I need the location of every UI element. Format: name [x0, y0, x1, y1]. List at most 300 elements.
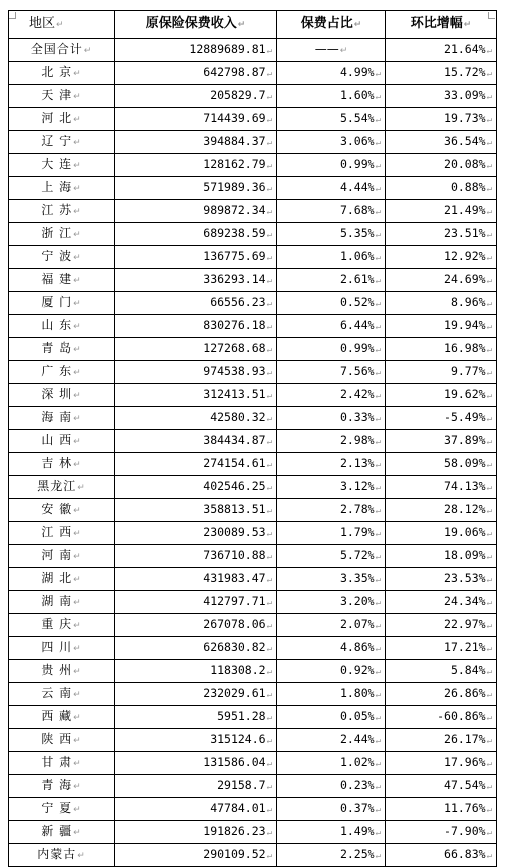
- cell-growth-text: 8.96%: [450, 295, 486, 309]
- cell-region-text: 山 东: [41, 318, 73, 332]
- cell-region: [9, 545, 115, 568]
- cell-end-mark: ↵: [77, 851, 86, 861]
- cell-growth-text: 23.51%: [444, 226, 486, 240]
- cell-end-mark: ↵: [486, 184, 492, 194]
- cell-end-mark: ↵: [486, 667, 492, 677]
- document-table-frame: [8, 10, 496, 867]
- cell-growth: [386, 522, 497, 545]
- cell-region-text: 北 京: [41, 65, 73, 79]
- cell-growth: [386, 39, 497, 62]
- cell-income-text: 394884.37: [203, 134, 266, 148]
- cell-end-mark: ↵: [375, 621, 381, 631]
- cell-region-text: 内蒙古: [37, 847, 77, 861]
- cell-end-mark: ↵: [266, 414, 272, 424]
- cell-income-text: 736710.88: [203, 548, 266, 562]
- cell-income: [115, 154, 277, 177]
- cell-share: [277, 499, 386, 522]
- cell-income: [115, 844, 277, 867]
- cell-end-mark: ↵: [73, 552, 82, 562]
- cell-region-text: 江 西: [41, 525, 73, 539]
- cell-end-mark: ↵: [486, 713, 492, 723]
- cell-income: [115, 821, 277, 844]
- cell-end-mark: ↵: [375, 322, 381, 332]
- cell-growth-text: 21.64%: [444, 42, 486, 56]
- cell-end-mark: ↵: [486, 138, 492, 148]
- cell-share: [277, 361, 386, 384]
- cell-region: [9, 453, 115, 476]
- table-row: [9, 752, 497, 775]
- cell-end-mark: ↵: [266, 299, 272, 309]
- cell-share: [277, 752, 386, 775]
- cell-end-mark: ↵: [486, 46, 492, 56]
- cell-end-mark: ↵: [73, 759, 82, 769]
- table-row: [9, 660, 497, 683]
- table-row: [9, 568, 497, 591]
- cell-end-mark: ↵: [375, 805, 381, 815]
- cell-growth: [386, 223, 497, 246]
- cell-growth: [386, 200, 497, 223]
- cell-income-text: 191826.23: [203, 824, 266, 838]
- cell-income-text: 47784.01: [210, 801, 266, 815]
- cell-share: [277, 591, 386, 614]
- cell-growth: [386, 85, 497, 108]
- cell-end-mark: ↵: [375, 644, 381, 654]
- cell-share: [277, 269, 386, 292]
- table-row: [9, 476, 497, 499]
- cell-end-mark: ↵: [266, 253, 272, 263]
- cell-income: [115, 614, 277, 637]
- cell-end-mark: ↵: [375, 207, 381, 217]
- cell-growth-text: 66.83%: [444, 847, 486, 861]
- cell-income: [115, 131, 277, 154]
- cell-end-mark: ↵: [266, 69, 272, 79]
- cell-end-mark: ↵: [375, 437, 381, 447]
- cell-growth: [386, 637, 497, 660]
- cell-end-mark: ↵: [486, 851, 492, 861]
- cell-region-text: 山 西: [41, 433, 73, 447]
- cell-income-text: 127268.68: [203, 341, 266, 355]
- table-row: [9, 177, 497, 200]
- cell-region-text: 湖 北: [41, 571, 73, 585]
- table-corner-mark-left: [9, 12, 16, 19]
- cell-end-mark: ↵: [486, 253, 492, 263]
- cell-end-mark: ↵: [375, 828, 381, 838]
- cell-end-mark: ↵: [73, 805, 82, 815]
- cell-region: [9, 200, 115, 223]
- cell-region: [9, 430, 115, 453]
- cell-region: [9, 729, 115, 752]
- table-header-row: [9, 11, 497, 39]
- cell-income: [115, 246, 277, 269]
- cell-share-text: 2.44%: [339, 732, 375, 746]
- cell-region-text: 宁 夏: [41, 801, 73, 815]
- cell-end-mark: ↵: [73, 69, 82, 79]
- cell-income-text: 315124.6: [210, 732, 266, 746]
- cell-end-mark: ↵: [266, 391, 272, 401]
- cell-end-mark: ↵: [73, 230, 82, 240]
- table-row: [9, 315, 497, 338]
- cell-growth: [386, 614, 497, 637]
- cell-growth: [386, 131, 497, 154]
- cell-end-mark: ↵: [486, 161, 492, 171]
- cell-region: [9, 154, 115, 177]
- cell-income: [115, 591, 277, 614]
- cell-end-mark: ↵: [375, 299, 381, 309]
- cell-growth-text: 9.77%: [450, 364, 486, 378]
- cell-end-mark: ↵: [375, 529, 381, 539]
- cell-income: [115, 407, 277, 430]
- cell-end-mark: ↵: [266, 207, 272, 217]
- cell-end-mark: ↵: [73, 736, 82, 746]
- cell-region-text: 云 南: [41, 686, 73, 700]
- cell-income: [115, 499, 277, 522]
- cell-end-mark: ↵: [266, 575, 272, 585]
- cell-end-mark: ↵: [486, 598, 492, 608]
- cell-end-mark: ↵: [266, 92, 272, 102]
- cell-income: [115, 62, 277, 85]
- cell-income-text: 989872.34: [203, 203, 266, 217]
- cell-region-text: 青 岛: [41, 341, 73, 355]
- cell-growth: [386, 476, 497, 499]
- cell-end-mark: ↵: [375, 782, 381, 792]
- cell-end-mark: ↵: [266, 161, 272, 171]
- cell-end-mark: ↵: [375, 368, 381, 378]
- cell-income: [115, 315, 277, 338]
- cell-growth-text: 28.12%: [444, 502, 486, 516]
- cell-share-text: 2.61%: [339, 272, 375, 286]
- cell-income-text: 66556.23: [210, 295, 266, 309]
- cell-income-text: 42580.32: [210, 410, 266, 424]
- cell-share-text: 1.60%: [339, 88, 375, 102]
- cell-end-mark: ↵: [73, 575, 82, 585]
- cell-end-mark: ↵: [486, 414, 492, 424]
- cell-growth: [386, 108, 497, 131]
- cell-growth-text: 47.54%: [444, 778, 486, 792]
- cell-growth: [386, 292, 497, 315]
- cell-end-mark: ↵: [486, 299, 492, 309]
- cell-share-text: 4.99%: [339, 65, 375, 79]
- cell-region-text: 吉 林: [41, 456, 73, 470]
- cell-end-mark: ↵: [339, 46, 348, 56]
- cell-income: [115, 637, 277, 660]
- cell-region-text: 海 南: [41, 410, 73, 424]
- cell-end-mark: ↵: [73, 276, 82, 286]
- cell-share-text: 0.33%: [339, 410, 375, 424]
- cell-end-mark: ↵: [73, 690, 82, 700]
- cell-end-mark: ↵: [266, 552, 272, 562]
- cell-growth-text: 5.84%: [450, 663, 486, 677]
- cell-end-mark: ↵: [486, 483, 492, 493]
- cell-share: [277, 568, 386, 591]
- cell-end-mark: ↵: [266, 644, 272, 654]
- cell-income-text: 974538.93: [203, 364, 266, 378]
- cell-share-text: 0.99%: [339, 341, 375, 355]
- cell-income-text: 128162.79: [203, 157, 266, 171]
- cell-income: [115, 522, 277, 545]
- cell-region: [9, 108, 115, 131]
- cell-region-text: 四 川: [41, 640, 73, 654]
- cell-share: [277, 821, 386, 844]
- cell-end-mark: ↵: [73, 391, 82, 401]
- cell-growth: [386, 775, 497, 798]
- cell-income: [115, 729, 277, 752]
- cell-end-mark: ↵: [266, 322, 272, 332]
- table-row: [9, 775, 497, 798]
- cell-income-text: 5951.28: [217, 709, 266, 723]
- cell-end-mark: ↵: [73, 506, 82, 516]
- cell-end-mark: ↵: [73, 322, 82, 332]
- table-body: [9, 39, 497, 867]
- cell-growth-text: 33.09%: [444, 88, 486, 102]
- cell-income: [115, 430, 277, 453]
- cell-region: [9, 499, 115, 522]
- cell-share-text: 1.79%: [339, 525, 375, 539]
- cell-region-text: 大 连: [41, 157, 73, 171]
- cell-region-text: 河 南: [41, 548, 73, 562]
- cell-growth-text: 16.98%: [444, 341, 486, 355]
- cell-end-mark: ↵: [266, 345, 272, 355]
- cell-share-text: 3.35%: [339, 571, 375, 585]
- cell-region: [9, 407, 115, 430]
- cell-income-text: 131586.04: [203, 755, 266, 769]
- cell-growth: [386, 269, 497, 292]
- cell-region: [9, 131, 115, 154]
- cell-growth: [386, 545, 497, 568]
- cell-growth: [386, 729, 497, 752]
- cell-share: [277, 545, 386, 568]
- cell-income-text: 136775.69: [203, 249, 266, 263]
- cell-share: [277, 522, 386, 545]
- cell-growth: [386, 315, 497, 338]
- cell-growth-text: 20.08%: [444, 157, 486, 171]
- cell-region-text: 宁 波: [41, 249, 73, 263]
- header-income: 原保险保费收入↵: [115, 11, 277, 39]
- cell-end-mark: ↵: [266, 46, 272, 56]
- table-row: [9, 683, 497, 706]
- cell-growth: [386, 499, 497, 522]
- cell-region-text: 福 建: [41, 272, 73, 286]
- cell-income-text: 29158.7: [217, 778, 266, 792]
- cell-end-mark: ↵: [486, 115, 492, 125]
- cell-growth-text: -5.49%: [444, 410, 486, 424]
- cell-growth: [386, 384, 497, 407]
- premium-income-table: [8, 10, 497, 867]
- cell-share-text: 0.92%: [339, 663, 375, 677]
- cell-region: [9, 292, 115, 315]
- cell-end-mark: ↵: [375, 713, 381, 723]
- cell-share-text: 1.06%: [339, 249, 375, 263]
- cell-end-mark: ↵: [486, 736, 492, 746]
- cell-income: [115, 384, 277, 407]
- cell-region-text: 上 海: [41, 180, 73, 194]
- cell-share-text: 3.12%: [339, 479, 375, 493]
- cell-growth-text: -7.90%: [444, 824, 486, 838]
- cell-share: [277, 729, 386, 752]
- cell-end-mark: ↵: [73, 115, 82, 125]
- cell-region-text: 深 圳: [41, 387, 73, 401]
- cell-income: [115, 177, 277, 200]
- cell-growth: [386, 568, 497, 591]
- cell-income-text: 230089.53: [203, 525, 266, 539]
- cell-end-mark: ↵: [375, 483, 381, 493]
- table-row: [9, 131, 497, 154]
- cell-income-text: 571989.36: [203, 180, 266, 194]
- cell-end-mark: ↵: [375, 69, 381, 79]
- cell-end-mark: ↵: [73, 184, 82, 194]
- cell-region: [9, 62, 115, 85]
- cell-end-mark: ↵: [266, 115, 272, 125]
- header-region: 地区↵: [9, 11, 115, 39]
- cell-end-mark: ↵: [375, 598, 381, 608]
- cell-region-text: 辽 宁: [41, 134, 73, 148]
- cell-region-text: 新 疆: [41, 824, 73, 838]
- cell-income: [115, 660, 277, 683]
- cell-end-mark: ↵: [266, 782, 272, 792]
- cell-share-text: 1.02%: [339, 755, 375, 769]
- table-row: [9, 269, 497, 292]
- cell-income: [115, 476, 277, 499]
- cell-growth: [386, 154, 497, 177]
- cell-end-mark: ↵: [266, 736, 272, 746]
- cell-end-mark: ↵: [375, 253, 381, 263]
- cell-end-mark: ↵: [73, 345, 82, 355]
- cell-region-text: 黑龙江: [37, 479, 77, 493]
- cell-end-mark: ↵: [73, 92, 82, 102]
- cell-share: [277, 338, 386, 361]
- cell-region: [9, 39, 115, 62]
- cell-region: [9, 683, 115, 706]
- cell-region: [9, 637, 115, 660]
- cell-income: [115, 361, 277, 384]
- cell-share-text: 0.05%: [339, 709, 375, 723]
- cell-income: [115, 223, 277, 246]
- cell-growth-text: 58.09%: [444, 456, 486, 470]
- cell-region: [9, 775, 115, 798]
- cell-share-text: 2.42%: [339, 387, 375, 401]
- cell-end-mark: ↵: [486, 276, 492, 286]
- cell-share-text: 2.98%: [339, 433, 375, 447]
- cell-end-mark: ↵: [266, 230, 272, 240]
- cell-share-text: 6.44%: [339, 318, 375, 332]
- cell-income: [115, 338, 277, 361]
- cell-share-text: 5.35%: [339, 226, 375, 240]
- cell-end-mark: ↵: [375, 230, 381, 240]
- table-row: [9, 62, 497, 85]
- header-share: 保费占比↵: [277, 11, 386, 39]
- cell-share-text: 1.80%: [339, 686, 375, 700]
- table-row: [9, 844, 497, 867]
- cell-end-mark: ↵: [486, 644, 492, 654]
- cell-income: [115, 269, 277, 292]
- cell-end-mark: ↵: [375, 391, 381, 401]
- cell-growth-text: 24.69%: [444, 272, 486, 286]
- table-row: [9, 499, 497, 522]
- cell-end-mark: ↵: [266, 759, 272, 769]
- cell-region-text: 甘 肃: [41, 755, 73, 769]
- cell-end-mark: ↵: [73, 161, 82, 171]
- table-row: [9, 453, 497, 476]
- cell-share-text: 2.07%: [339, 617, 375, 631]
- cell-region: [9, 614, 115, 637]
- cell-end-mark: ↵: [375, 759, 381, 769]
- cell-share-text: 3.20%: [339, 594, 375, 608]
- cell-share-text: 7.68%: [339, 203, 375, 217]
- cell-end-mark: ↵: [73, 253, 82, 263]
- cell-growth: [386, 361, 497, 384]
- table-row: [9, 614, 497, 637]
- cell-income: [115, 292, 277, 315]
- cell-region-text: 陕 西: [41, 732, 73, 746]
- cell-income-text: 232029.61: [203, 686, 266, 700]
- cell-growth-text: 21.49%: [444, 203, 486, 217]
- table-row: [9, 637, 497, 660]
- cell-growth-text: 24.34%: [444, 594, 486, 608]
- cell-end-mark: ↵: [73, 460, 82, 470]
- cell-end-mark: ↵: [73, 437, 82, 447]
- cell-end-mark: ↵: [266, 598, 272, 608]
- cell-region: [9, 223, 115, 246]
- cell-region: [9, 591, 115, 614]
- table-row: [9, 729, 497, 752]
- table-row: [9, 108, 497, 131]
- cell-share: [277, 223, 386, 246]
- cell-end-mark: ↵: [486, 805, 492, 815]
- cell-income: [115, 85, 277, 108]
- table-row: [9, 522, 497, 545]
- cell-growth: [386, 660, 497, 683]
- cell-share: [277, 844, 386, 867]
- cell-growth: [386, 246, 497, 269]
- cell-end-mark: ↵: [375, 345, 381, 355]
- cell-share-text: 2.13%: [339, 456, 375, 470]
- cell-region: [9, 177, 115, 200]
- cell-income-text: 274154.61: [203, 456, 266, 470]
- cell-end-mark: ↵: [266, 667, 272, 677]
- cell-region: [9, 315, 115, 338]
- cell-end-mark: ↵: [375, 506, 381, 516]
- cell-growth-text: 74.13%: [444, 479, 486, 493]
- cell-end-mark: ↵: [266, 368, 272, 378]
- cell-share-text: 0.52%: [339, 295, 375, 309]
- cell-growth-text: -60.86%: [437, 709, 486, 723]
- cell-region-text: 全国合计: [30, 42, 83, 56]
- cell-end-mark: ↵: [486, 207, 492, 217]
- cell-growth-text: 19.06%: [444, 525, 486, 539]
- cell-share-text: 2.78%: [339, 502, 375, 516]
- cell-region: [9, 384, 115, 407]
- cell-region: [9, 361, 115, 384]
- cell-share: [277, 154, 386, 177]
- cell-share: [277, 453, 386, 476]
- cell-share: [277, 637, 386, 660]
- cell-growth-text: 26.17%: [444, 732, 486, 746]
- cell-share-text: 3.06%: [339, 134, 375, 148]
- cell-income-text: 642798.87: [203, 65, 266, 79]
- cell-end-mark: ↵: [375, 92, 381, 102]
- cell-region-text: 贵 州: [41, 663, 73, 677]
- cell-region-text: 天 津: [41, 88, 73, 102]
- cell-end-mark: ↵: [486, 690, 492, 700]
- cell-income: [115, 200, 277, 223]
- cell-income-text: 12889689.81: [189, 42, 266, 56]
- cell-end-mark: ↵: [73, 621, 82, 631]
- cell-end-mark: ↵: [486, 345, 492, 355]
- cell-share: [277, 200, 386, 223]
- cell-end-mark: ↵: [486, 621, 492, 631]
- cell-end-mark: ↵: [73, 644, 82, 654]
- cell-end-mark: ↵: [486, 368, 492, 378]
- cell-income: [115, 798, 277, 821]
